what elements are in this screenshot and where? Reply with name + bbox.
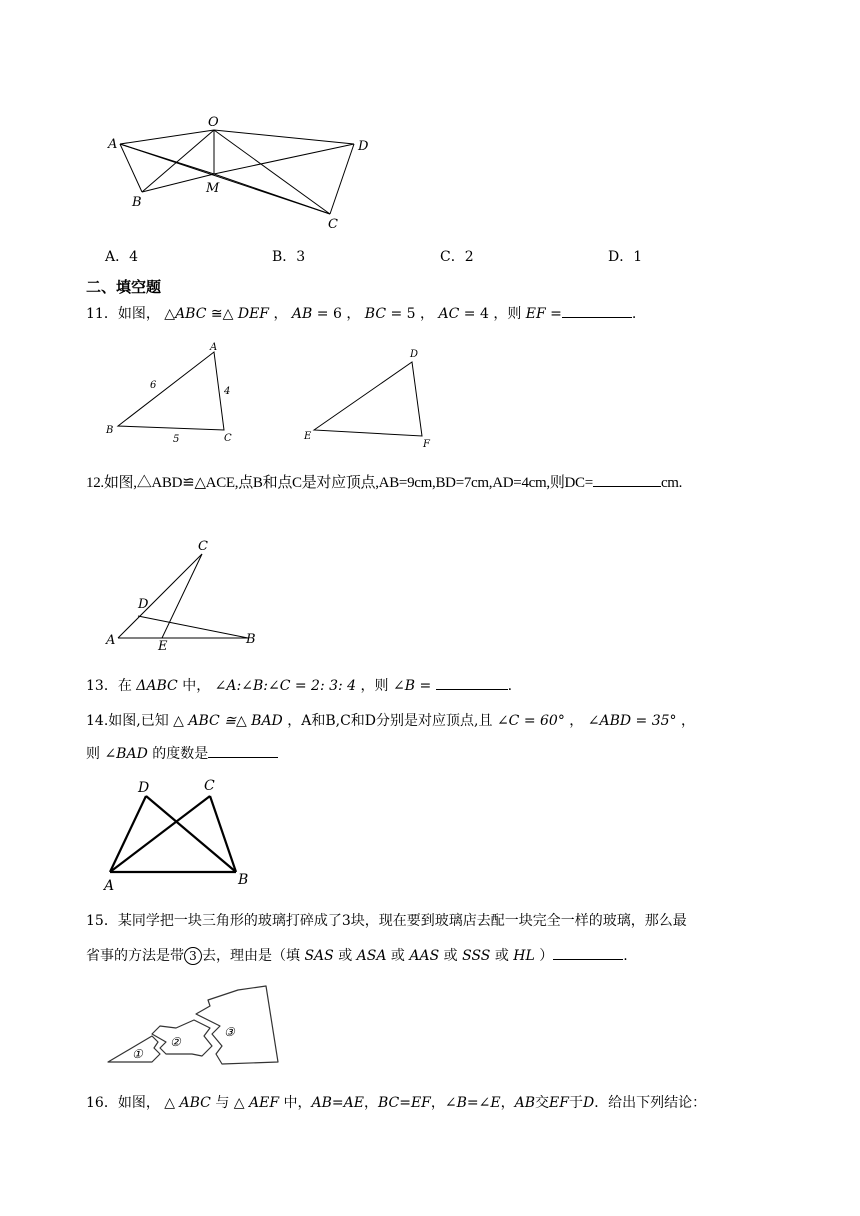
math: AB=AE xyxy=(311,1095,364,1111)
text: = 5 ， xyxy=(386,306,435,322)
math: AAS xyxy=(409,948,440,964)
option-key: A． xyxy=(105,249,130,265)
label-F: F xyxy=(423,439,430,450)
math: ∠BAD xyxy=(104,746,148,762)
text: cm. xyxy=(660,475,683,491)
piece-2-label: ② xyxy=(170,1035,181,1049)
math: ∠C = 60° xyxy=(496,713,565,729)
option-a xyxy=(105,247,138,267)
text: 如图， xyxy=(117,1095,160,1111)
option-c xyxy=(440,247,474,267)
question-11 xyxy=(86,303,636,324)
question-text: 12.如图,△ABD≌△ACE,点B和点C是对应顶点,AB=9cm,BD=7cm,AD=4cm,则DC= xyxy=(86,475,593,491)
option-b xyxy=(272,247,305,267)
label-A: A xyxy=(104,878,115,894)
math: AC xyxy=(438,306,460,322)
q14-figure xyxy=(100,776,260,896)
text: 与 xyxy=(215,1095,230,1111)
label-C: C xyxy=(198,539,208,554)
option-key: B． xyxy=(272,249,297,265)
text: ， xyxy=(269,306,288,322)
label-D: D xyxy=(410,349,419,360)
math: △ AEF xyxy=(233,1095,280,1111)
question-16 xyxy=(86,1093,706,1113)
math: ABC xyxy=(175,306,207,322)
question-14-line-2 xyxy=(86,743,278,764)
text: ， xyxy=(363,1095,378,1111)
question-15-line-2 xyxy=(86,945,628,966)
text: ，A和B,C和D分别是对应顶点,且 xyxy=(287,713,493,729)
option-key: C． xyxy=(440,249,465,265)
answer-blank[interactable] xyxy=(436,675,508,690)
math: ∠B = xyxy=(393,678,432,694)
text: 于 xyxy=(568,1095,583,1111)
q12-figure xyxy=(100,534,270,652)
answer-blank[interactable] xyxy=(553,945,623,960)
q10-figure xyxy=(100,110,390,230)
question-number: 13． xyxy=(86,678,118,694)
answer-blank[interactable] xyxy=(593,472,661,487)
text: ） xyxy=(539,948,554,964)
congruent-symbol: ≅△ xyxy=(206,306,238,322)
answer-blank[interactable] xyxy=(208,743,278,758)
text: 中， xyxy=(283,1095,312,1111)
text: . xyxy=(631,306,637,322)
math: SAS xyxy=(304,948,334,964)
section-heading: 二、填空题 xyxy=(86,278,162,296)
piece-3-label: ③ xyxy=(224,1025,235,1039)
label-A: A xyxy=(108,137,118,152)
text: 则 xyxy=(86,746,100,762)
text: ， xyxy=(681,713,695,729)
q11-figure xyxy=(100,338,440,450)
text: 或 xyxy=(494,948,509,964)
math: SSS xyxy=(462,948,491,964)
text: 如图， xyxy=(117,306,160,322)
label-B: B xyxy=(246,632,256,647)
label-M: M xyxy=(206,181,220,196)
text: 或 xyxy=(443,948,458,964)
math: ∠A:∠B:∠C = 2: 3: 4 xyxy=(214,678,357,694)
label-C: C xyxy=(204,778,215,794)
math: ∠ABD = 35° xyxy=(587,713,677,729)
question-15-line-1 xyxy=(86,911,687,931)
label-C: C xyxy=(328,217,338,230)
math: △ ABC ≅△ BAD xyxy=(173,713,283,729)
piece-1-label: ① xyxy=(132,1047,143,1061)
question-14-line-1 xyxy=(86,711,695,731)
option-value: 1 xyxy=(633,249,643,265)
math: DEF xyxy=(237,306,270,322)
text: 省事的方法是带 xyxy=(86,948,184,964)
math: ASA xyxy=(356,948,387,964)
text: . xyxy=(623,948,628,964)
label-D: D xyxy=(358,139,369,154)
math: HL xyxy=(513,948,535,964)
math: AB xyxy=(514,1095,536,1111)
option-value: 3 xyxy=(296,249,306,265)
text: 或 xyxy=(390,948,405,964)
question-number: 11． xyxy=(86,306,118,322)
text: 14.如图,已知 xyxy=(86,713,169,729)
math: AB xyxy=(291,306,313,322)
text: ， xyxy=(569,713,584,729)
text: ．给出下列结论： xyxy=(594,1095,707,1111)
text: . xyxy=(507,678,513,694)
circled-number: 3 xyxy=(184,947,202,965)
label-D: D xyxy=(138,597,149,612)
math: ΔABC xyxy=(136,678,178,694)
label-B: B xyxy=(106,425,114,436)
text: = xyxy=(545,306,562,322)
label-B: B xyxy=(238,872,249,888)
text: 去，理由是（填 xyxy=(202,948,300,964)
label-C: C xyxy=(224,433,232,444)
math: D xyxy=(582,1095,595,1111)
text: 的度数是 xyxy=(152,746,209,762)
answer-blank[interactable] xyxy=(562,303,632,318)
label-E: E xyxy=(304,431,312,442)
text: 15．某同学把一块三角形的玻璃打碎成了3块，现在要到玻璃店去配一块完全一样的玻璃，那么最 xyxy=(86,913,687,929)
label-A: A xyxy=(210,342,218,353)
math: ∠B=∠E xyxy=(444,1095,501,1111)
math: EF xyxy=(525,306,546,322)
text: = 4 ，则 xyxy=(459,306,522,322)
option-value: 4 xyxy=(129,249,139,265)
option-value: 2 xyxy=(464,249,474,265)
math: △ ABC xyxy=(164,1095,211,1111)
text: = 6 ， xyxy=(312,306,361,322)
question-number: 16． xyxy=(86,1095,118,1111)
math: BC xyxy=(364,306,387,322)
math: BC=EF xyxy=(377,1095,431,1111)
label-6: 6 xyxy=(150,380,157,391)
question-12 xyxy=(86,472,682,493)
question-13 xyxy=(86,675,512,696)
option-key: D． xyxy=(608,249,634,265)
text: 交 xyxy=(535,1095,550,1111)
label-D: D xyxy=(138,780,150,796)
text: ， xyxy=(500,1095,515,1111)
label-O: O xyxy=(208,115,219,130)
label-4: 4 xyxy=(224,386,231,397)
label-B: B xyxy=(132,195,142,210)
label-E: E xyxy=(158,639,168,652)
math: EF xyxy=(549,1095,569,1111)
label-A: A xyxy=(106,633,116,648)
option-d xyxy=(608,247,642,267)
text: 中， xyxy=(182,678,211,694)
text: 或 xyxy=(338,948,353,964)
triangle-symbol: △ xyxy=(164,306,176,322)
q15-figure xyxy=(100,984,280,1070)
label-5: 5 xyxy=(173,434,180,445)
text: 在 xyxy=(117,678,132,694)
text: ，则 xyxy=(360,678,389,694)
text: ， xyxy=(430,1095,445,1111)
